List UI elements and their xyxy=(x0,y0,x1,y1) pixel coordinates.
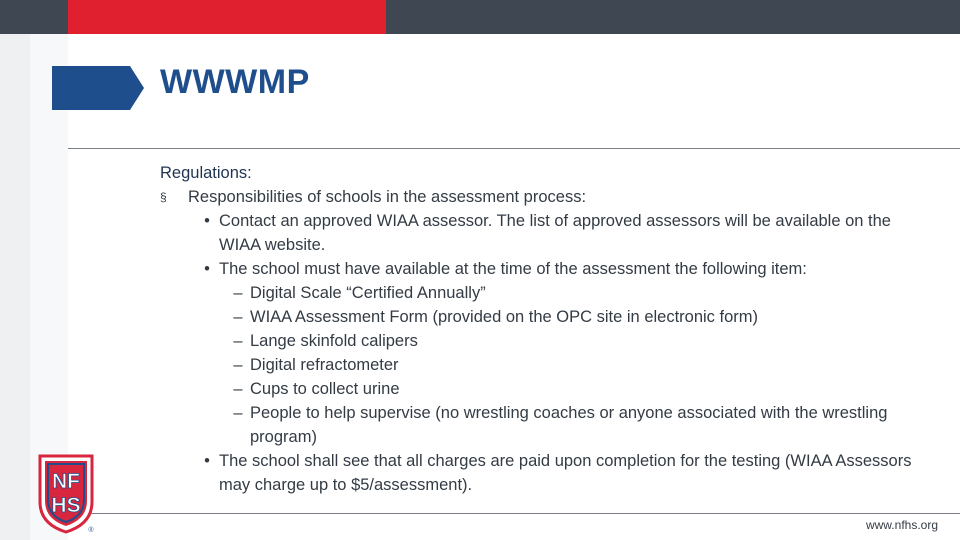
item-supervisors xyxy=(160,401,920,449)
bullet-text: Contact an approved WIAA assessor. The list of approved assessors will be available on the WIAA website. xyxy=(219,212,891,254)
dash-bullet-icon: – xyxy=(233,332,243,350)
bullet-text: Responsibilities of schools in the assessment process: xyxy=(188,188,587,206)
item-digital-scale xyxy=(160,281,920,305)
item-assessment-form xyxy=(160,305,920,329)
dash-bullet-icon: – xyxy=(233,284,243,302)
item-cups xyxy=(160,377,920,401)
bullet-dot-icon: • xyxy=(204,260,210,278)
title-arrow-icon xyxy=(52,66,144,110)
dash-bullet-icon: – xyxy=(233,308,243,326)
item-text: People to help supervise (no wrestling coaches or anyone associated with the wrestling program) xyxy=(250,404,888,446)
bullet-text: The school shall see that all charges are paid upon completion for the testing (WIAA Assessors may charge up to $5/assessment). xyxy=(219,452,912,494)
divider-bottom xyxy=(68,513,960,514)
item-calipers xyxy=(160,329,920,353)
bullet-dot-icon: • xyxy=(204,452,210,470)
item-refractometer xyxy=(160,353,920,377)
bullet-must-have xyxy=(160,257,920,281)
top-bar-accent xyxy=(68,0,386,34)
footer-url[interactable]: www.nfhs.org xyxy=(865,518,938,532)
slide-content xyxy=(160,161,920,497)
divider-top xyxy=(68,148,960,149)
dash-bullet-icon: – xyxy=(233,356,243,374)
dash-bullet-icon: – xyxy=(233,380,243,398)
item-text: Cups to collect urine xyxy=(250,380,400,398)
svg-text:®: ® xyxy=(88,527,94,534)
item-text: Digital Scale “Certified Annually” xyxy=(250,284,486,302)
dash-bullet-icon: – xyxy=(233,404,243,422)
item-text: Lange skinfold calipers xyxy=(250,332,418,350)
bullet-contact-assessor xyxy=(160,209,920,257)
svg-text:HS: HS xyxy=(51,494,81,517)
nfhs-logo-icon xyxy=(36,454,96,534)
bullet-responsibilities xyxy=(160,185,920,209)
bullet-dot-icon: • xyxy=(204,212,210,230)
bullet-text: The school must have available at the time of the assessment the following item: xyxy=(219,260,807,278)
square-bullet-icon: § xyxy=(160,190,167,204)
slide-title: WWWMP xyxy=(160,63,310,101)
item-text: WIAA Assessment Form (provided on the OPC site in electronic form) xyxy=(250,308,759,326)
bullet-charges xyxy=(160,449,920,497)
svg-text:NF: NF xyxy=(52,470,80,493)
item-text: Digital refractometer xyxy=(250,356,399,374)
regulations-heading: Regulations: xyxy=(160,164,252,182)
